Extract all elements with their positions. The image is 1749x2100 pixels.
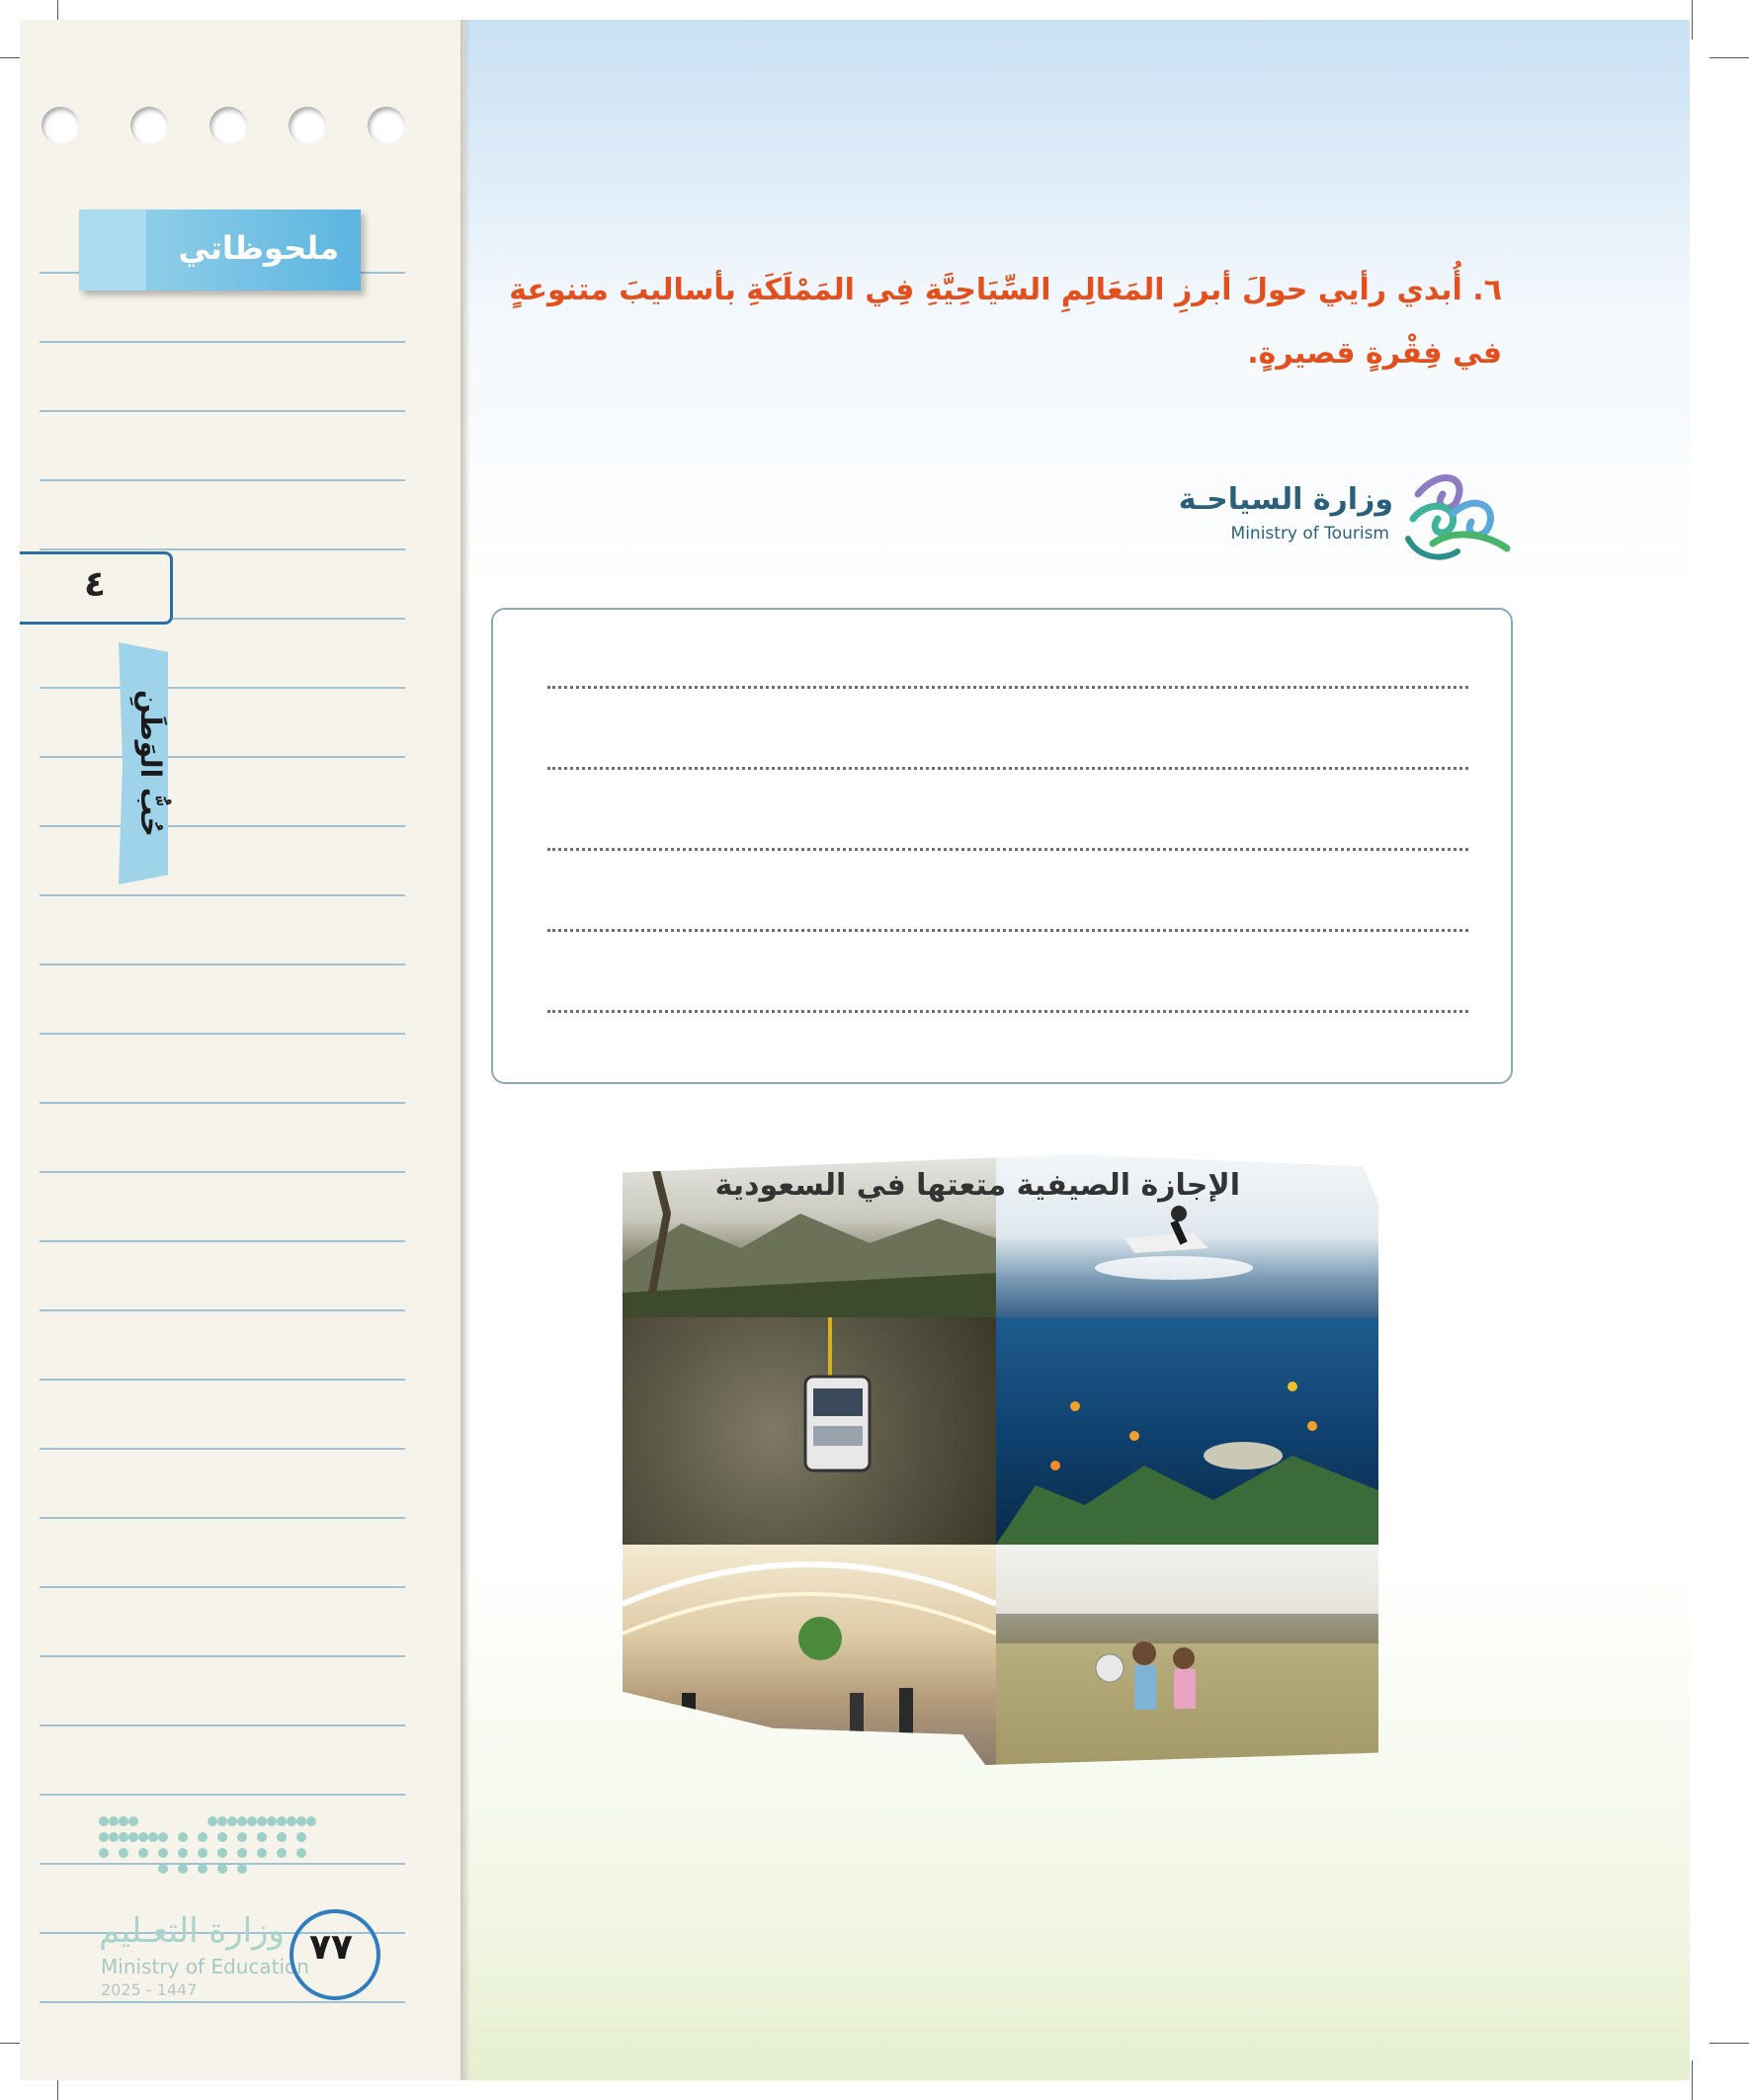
notes-title: ملحوظاتي [178,229,339,267]
note-line [40,1586,405,1588]
note-line [40,964,405,966]
answer-line[interactable] [547,686,1468,689]
moe-dot [267,1816,277,1826]
moe-dot [158,1848,168,1858]
binder-hole [209,107,247,144]
answer-line[interactable] [547,929,1468,932]
photo-children-playing [996,1545,1378,1765]
moe-dot [99,1816,109,1826]
note-line [40,1724,405,1726]
page-number: ٧٧ [309,1927,353,1968]
moe-dot [217,1816,227,1826]
moe-dot [296,1832,306,1842]
moe-dot [217,1864,227,1874]
moe-english: Ministry of Education [101,1955,309,1978]
note-line [40,1240,405,1242]
moe-dot [119,1832,128,1842]
moe-dot [237,1848,247,1858]
moe-arabic: وزارة التعـليم [99,1911,285,1951]
crop-mark [1692,0,1693,40]
binder-hole [368,107,405,144]
note-line [40,1102,405,1104]
moe-dot [257,1848,267,1858]
moe-dot [237,1832,247,1842]
tourism-logo-arabic: وزارة السياحـة [1178,482,1393,517]
photo-coral-reef [996,1317,1378,1545]
moe-dot [306,1816,316,1826]
moe-dot [119,1816,128,1826]
moe-dot [158,1864,168,1874]
note-line [40,548,405,550]
moe-dot [247,1816,257,1826]
moe-dot [198,1832,208,1842]
note-line [40,479,405,481]
notes-header [79,210,361,291]
moe-dot [109,1832,119,1842]
answer-line[interactable] [547,767,1468,770]
binder-hole [289,107,326,144]
moe-dot [227,1816,237,1826]
question-text: ٦. أُبدي رأيي حولَ أبرزِ المَعَالِمِ السِّيَاحِيَّةِ فِي المَمْلَكَةِ بأساليبَ متنوعةٍ في فِقْرةٍ قصيرةٍ. [509,273,1502,371]
moe-dot [178,1832,188,1842]
binder-hole [42,107,79,144]
note-line [40,1655,405,1657]
moe-dot [208,1816,217,1826]
answer-line[interactable] [547,848,1468,851]
tourism-logo-english: Ministry of Tourism [1230,524,1389,544]
moe-dot [217,1848,227,1858]
note-line [40,341,405,343]
crop-mark [1692,2060,1693,2100]
note-line [40,1379,405,1381]
tourism-photo-collage [623,1154,1378,1765]
moe-dot [128,1832,138,1842]
tourism-emblem-icon [1398,464,1512,568]
panel-shadow [460,20,470,2080]
crowd-shape [996,1545,1378,1765]
moe-dot [178,1864,188,1874]
moe-dot [198,1848,208,1858]
crop-mark [1709,57,1749,58]
moe-dot [257,1816,267,1826]
moe-dot [277,1832,287,1842]
moe-dot [138,1832,148,1842]
moe-dot [296,1816,306,1826]
moe-dot [99,1832,109,1842]
note-line [40,687,405,689]
collage-caption: الإجازة الصيفية متعتها في السعودية [714,1168,1240,1203]
moe-dot [277,1816,287,1826]
mall-shape [623,1545,996,1765]
moe-dot [237,1864,247,1874]
note-line [40,756,405,758]
note-line [40,1517,405,1519]
collage-frame [623,1154,1378,1765]
moe-dot [119,1848,128,1858]
photo-cable-car [623,1317,996,1545]
header-tone [79,210,146,291]
moe-dot [237,1816,247,1826]
edition-year: 2025 - 1447 [101,1980,198,1999]
moe-dot [99,1848,109,1858]
moe-dot [178,1848,188,1858]
answer-line[interactable] [547,1010,1468,1013]
note-line [40,410,405,412]
unit-tab [20,551,173,625]
moe-dot [148,1832,158,1842]
binder-hole [130,107,168,144]
answer-box[interactable] [491,608,1513,1084]
crop-mark [1709,2043,1749,2044]
note-line [40,1448,405,1450]
moe-dot [287,1816,296,1826]
ministry-of-tourism-logo [1178,464,1512,573]
cable-car-shape [623,1317,996,1545]
notes-panel [20,20,464,2080]
reef-shape [996,1317,1378,1545]
moe-dot [128,1816,138,1826]
note-line [40,825,405,827]
note-line [40,1171,405,1173]
moe-dot [277,1848,287,1858]
note-line [40,1033,405,1035]
note-line [40,1309,405,1311]
unit-number: ٤ [84,564,106,605]
note-line [40,1794,405,1796]
moe-dot [158,1832,168,1842]
moe-dot [296,1848,306,1858]
note-line [40,894,405,896]
photo-shopping-mall [623,1545,996,1765]
moe-dot [257,1832,267,1842]
moe-dot [138,1848,148,1858]
unit-title: حُبُّ الوَطَنِ [134,690,167,837]
moe-dot [109,1816,119,1826]
moe-dot [198,1864,208,1874]
moe-dot [217,1832,227,1842]
